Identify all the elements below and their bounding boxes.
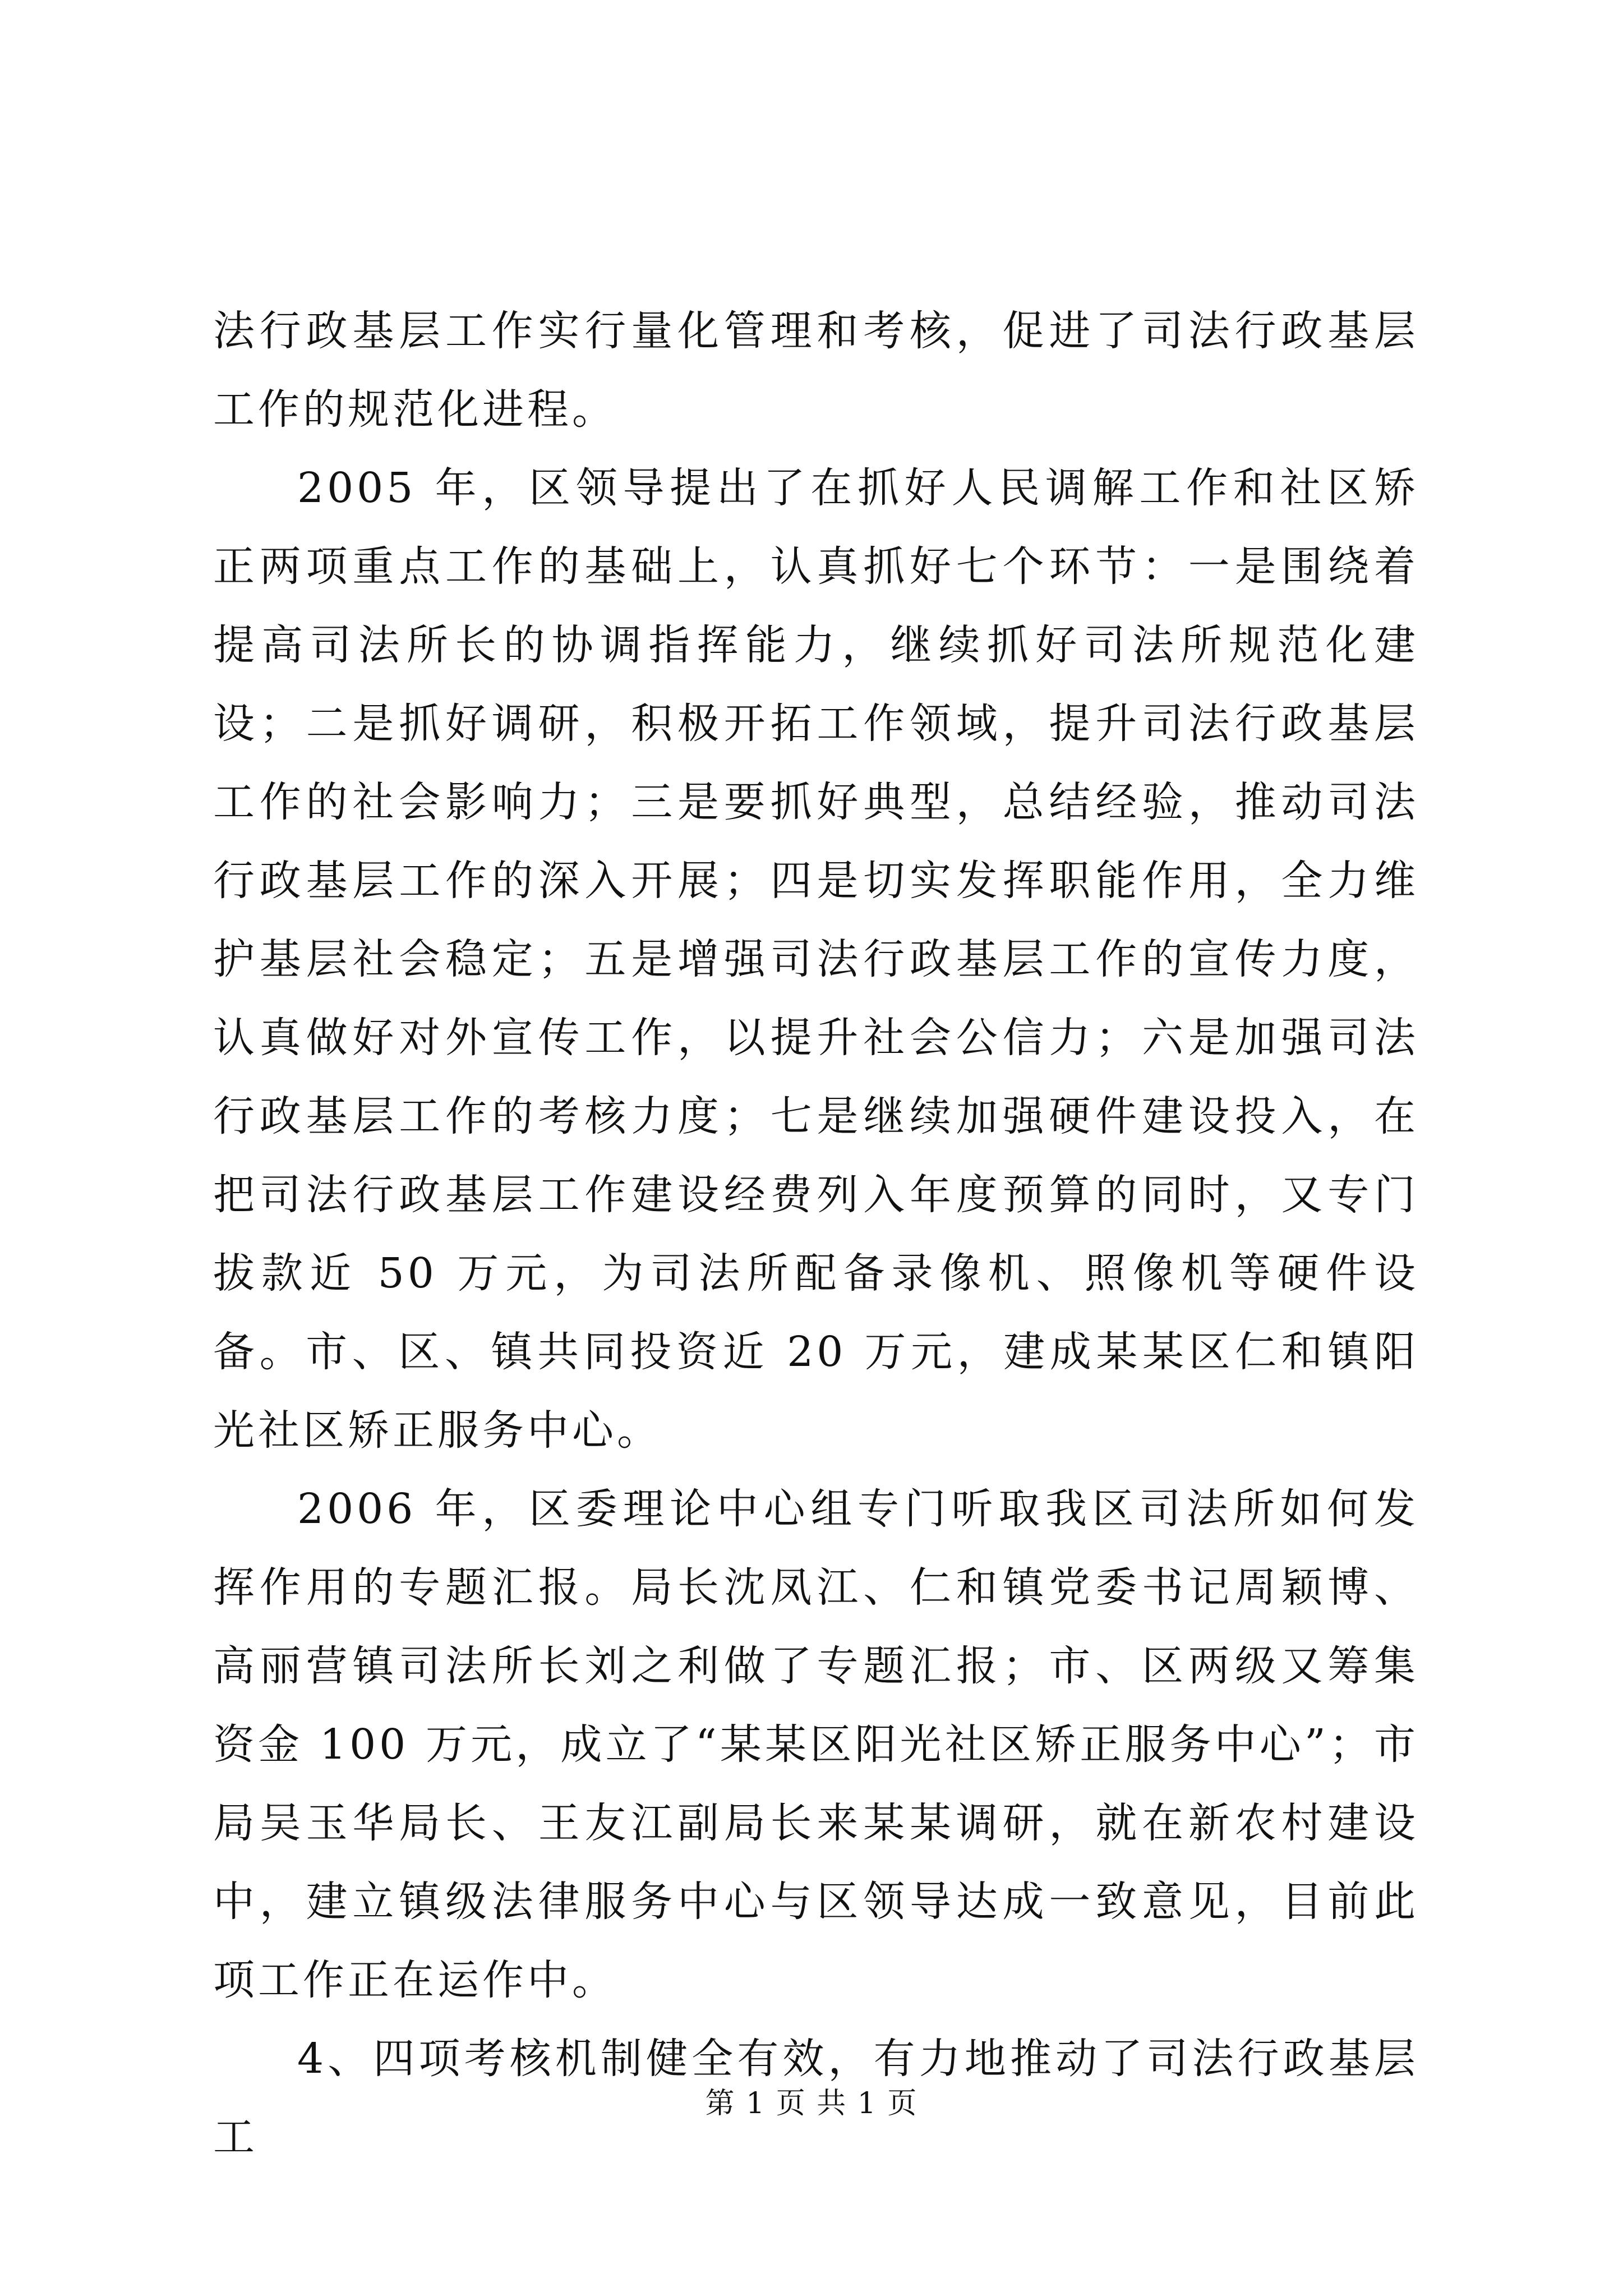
paragraph-2006: 2006 年，区委理论中心组专门听取我区司法所如何发挥作用的专题汇报。局长沈凤江、仁和镇党委书记周颖博、高丽营镇司法所长刘之利做了专题汇报；市、区两级又筹集资金 100 万元，成立了“某某区阳光社区矫正服务中心”；市局吴玉华局长、王友江副局长来某某调研，就在新农村建设中，建立镇级法律服务中心与区领导达成一致意见，目前此项工作正在运作中。	[213, 1485, 1419, 2004]
paragraph-continuation: 法行政基层工作实行量化管理和考核，促进了司法行政基层工作的规范化进程。	[213, 307, 1419, 434]
paragraph-assessment: 4、四项考核机制健全有效，有力地推动了司法行政基层工	[213, 2035, 1419, 2161]
document-body	[213, 292, 1419, 2177]
paragraph-2005: 2005 年，区领导提出了在抓好人民调解工作和社区矫正两项重点工作的基础上，认真抓好七个环节：一是围绕着提高司法所长的协调指挥能力，继续抓好司法所规范化建设；二是抓好调研，积极开拓工作领域，提升司法行政基层工作的社会影响力；三是要抓好典型，总结经验，推动司法行政基层工作的深入开展；四是切实发挥职能作用，全力维护基层社会稳定；五是增强司法行政基层工作的宣传力度，认真做好对外宣传工作，以提升社会公信力；六是加强司法行政基层工作的考核力度；七是继续加强硬件建设投入，在把司法行政基层工作建设经费列入年度预算的同时，又专门拔款近 50 万元，为司法所配备录像机、照像机等硬件设备。市、区、镇共同投资近 20 万元，建成某某区仁和镇阳光社区矫正服务中心。	[213, 464, 1419, 1455]
page-footer: 第 1 页 共 1 页	[705, 2087, 918, 2120]
